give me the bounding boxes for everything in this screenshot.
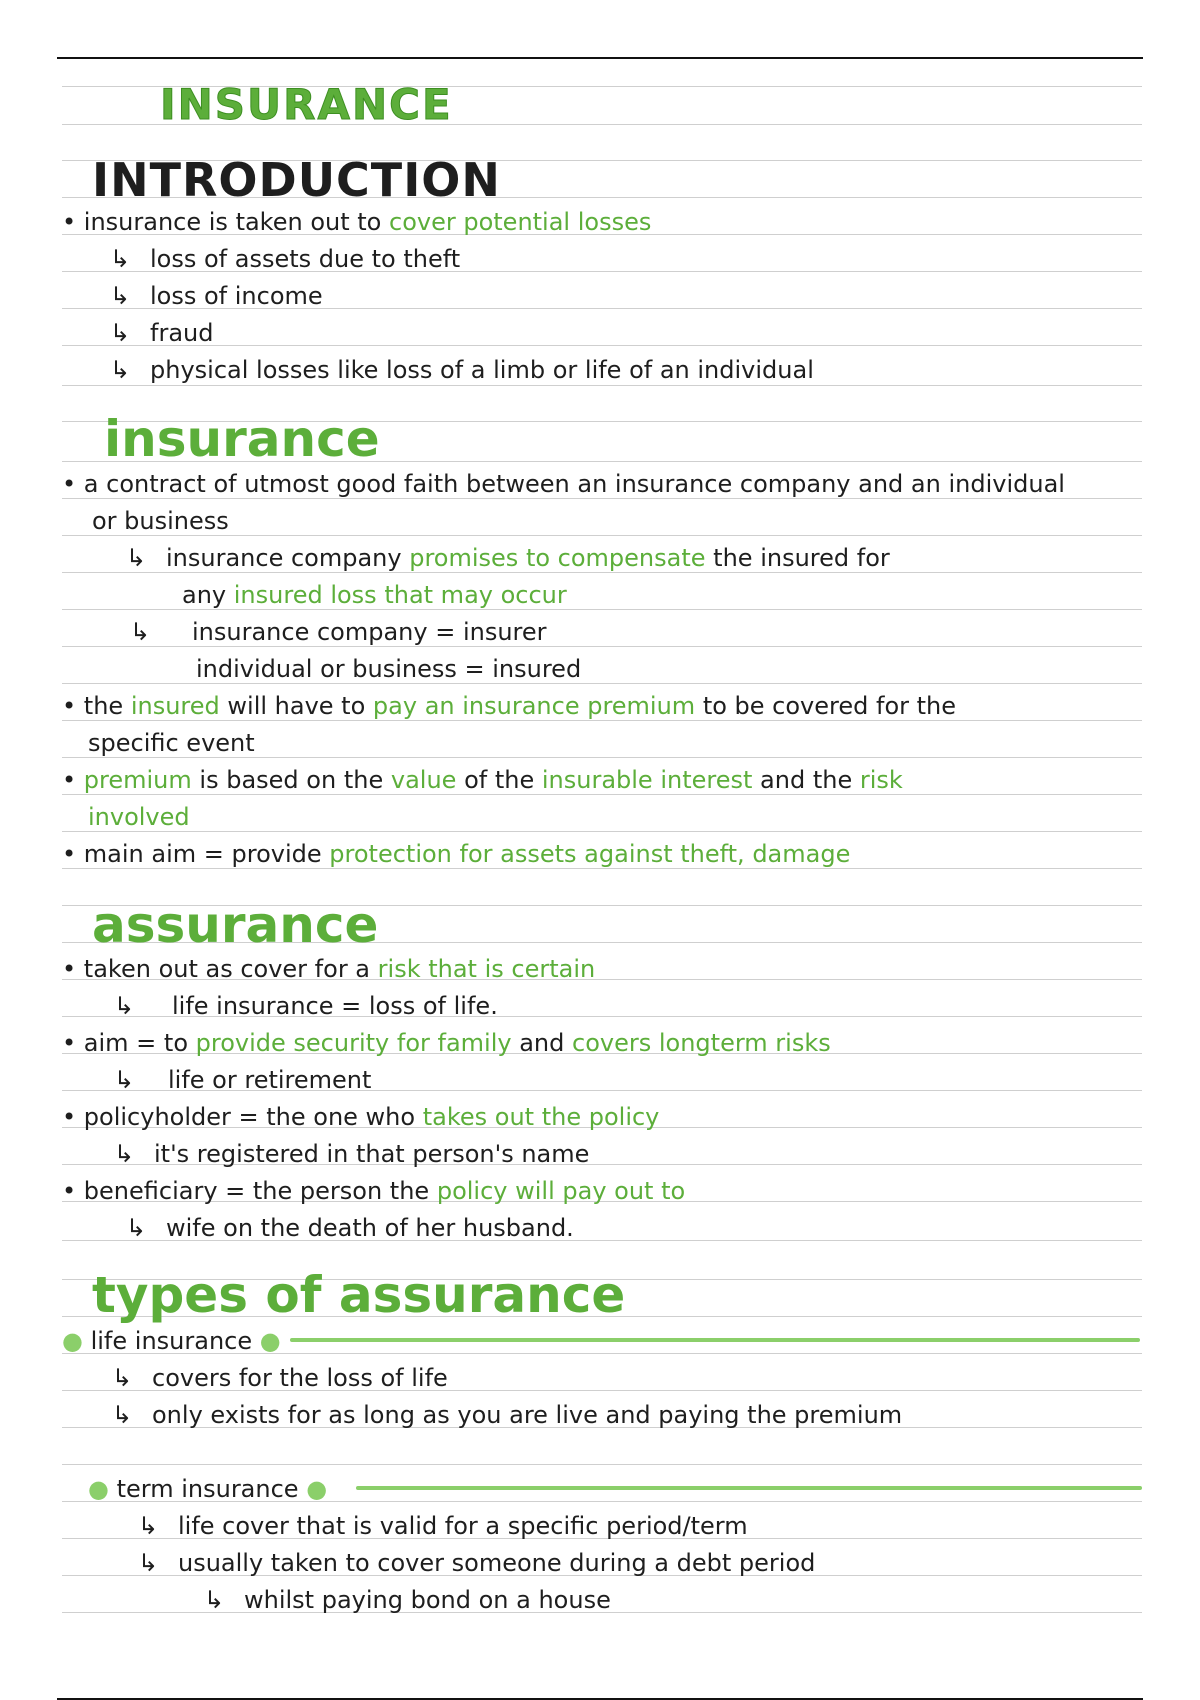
assurance-bullet-highlight: covers longterm risks <box>572 1029 831 1057</box>
life-sub-text: covers for the loss of life <box>152 1364 448 1392</box>
intro-sub-text: fraud <box>150 319 214 347</box>
assurance-bullet-highlight: takes out the policy <box>422 1103 660 1131</box>
bullet-glyph: • <box>62 766 77 794</box>
ruled-line <box>62 757 1142 758</box>
dot-icon: ● <box>88 1475 109 1503</box>
arrow-icon: ↳ <box>110 319 131 347</box>
assurance-sub-text: wife on the death of her husband. <box>166 1214 574 1242</box>
assurance-bullet-text: beneficiary = the person the <box>83 1177 430 1205</box>
term-sub-text: usually taken to cover someone during a debt period <box>178 1549 816 1577</box>
insurance-bullet-text: of the <box>464 766 535 794</box>
types-heading: types of assurance <box>92 1266 626 1324</box>
assurance-bullet-text: and <box>519 1029 565 1057</box>
term-sub-1 <box>138 1512 748 1540</box>
assurance-bullet-text: aim = to <box>83 1029 189 1057</box>
intro-sub-3 <box>110 319 213 347</box>
assurance-bullet-highlight: risk that is certain <box>377 955 596 983</box>
assurance-sub-text: life or retirement <box>168 1066 372 1094</box>
intro-sub-text: loss of assets due to theft <box>150 245 461 273</box>
insurance-sub-text: insurance company <box>166 544 402 572</box>
intro-bullet <box>62 208 651 236</box>
insurance-bullet-highlight: value <box>390 766 457 794</box>
dot-icon: ● <box>306 1475 328 1503</box>
bullet-glyph: • <box>62 692 77 720</box>
assurance-bullet-highlight: policy will pay out to <box>436 1177 686 1205</box>
arrow-icon: ↳ <box>112 1364 133 1392</box>
term-sub-sub <box>204 1586 611 1614</box>
ruled-line <box>62 345 1142 346</box>
dot-icon: ● <box>259 1327 281 1355</box>
insurance-bullet-text: is based on the <box>199 766 384 794</box>
assurance-bullet-text: policyholder = the one who <box>83 1103 416 1131</box>
insurance-bullet-4 <box>62 840 850 868</box>
arrow-icon: ↳ <box>126 1214 147 1242</box>
insurance-bullet-3-cont: involved <box>88 803 190 831</box>
assurance-bullet-text: taken out as cover for a <box>83 955 371 983</box>
arrow-icon: ↳ <box>114 1140 135 1168</box>
insurance-heading: insurance <box>104 410 380 468</box>
divider-bar <box>290 1338 1140 1342</box>
ruled-line <box>62 535 1142 536</box>
top-rule <box>57 57 1143 59</box>
intro-heading: INTRODUCTION <box>92 153 501 207</box>
insurance-bullet-highlight: risk <box>859 766 903 794</box>
bullet-glyph: • <box>62 1177 77 1205</box>
page-title: INSURANCE <box>160 80 453 129</box>
bullet-glyph: • <box>62 1103 77 1131</box>
intro-sub-1 <box>110 245 460 273</box>
ruled-line <box>62 572 1142 573</box>
insurance-sub-highlight: insured loss that may occur <box>233 581 567 609</box>
insurance-sub-1-cont <box>182 581 567 609</box>
assurance-sub-4 <box>126 1214 574 1242</box>
arrow-icon: ↳ <box>112 1401 133 1429</box>
life-sub-1 <box>112 1364 448 1392</box>
arrow-icon: ↳ <box>130 618 151 646</box>
intro-sub-text: physical losses like loss of a limb or life of an individual <box>150 356 814 384</box>
insurance-bullet-text: a contract of utmost good faith between an insurance company and an individual <box>83 470 1065 498</box>
intro-bullet-text: insurance is taken out to <box>83 208 382 236</box>
insurance-bullet-text: to be covered for the <box>702 692 957 720</box>
assurance-bullet-1 <box>62 955 595 983</box>
insurance-bullet-text: will have to <box>227 692 366 720</box>
ruled-line <box>62 794 1142 795</box>
bullet-glyph: • <box>62 955 77 983</box>
insurance-bullet-highlight: protection for assets against theft, damage <box>329 840 851 868</box>
insurance-sub-2-cont: individual or business = insured <box>196 655 582 683</box>
ruled-line <box>62 498 1142 499</box>
life-insurance-heading <box>62 1327 281 1355</box>
insurance-sub-text: insurance company = insurer <box>192 618 547 646</box>
intro-bullet-highlight: cover potential losses <box>389 208 652 236</box>
ruled-line <box>62 385 1142 386</box>
bullet-glyph: • <box>62 208 77 236</box>
assurance-sub-1 <box>114 992 498 1020</box>
assurance-bullet-2 <box>62 1029 831 1057</box>
insurance-bullet-highlight: pay an insurance premium <box>372 692 696 720</box>
life-sub-2 <box>112 1401 902 1429</box>
ruled-line <box>62 868 1142 869</box>
ruled-line <box>62 831 1142 832</box>
ruled-line <box>62 646 1142 647</box>
intro-sub-text: loss of income <box>150 282 323 310</box>
arrow-icon: ↳ <box>138 1549 159 1577</box>
life-sub-text: only exists for as long as you are live and paying the premium <box>152 1401 903 1429</box>
assurance-sub-2 <box>114 1066 371 1094</box>
insurance-sub-1 <box>126 544 890 572</box>
life-insurance-label: life insurance <box>90 1327 253 1355</box>
assurance-sub-text: life insurance = loss of life. <box>172 992 498 1020</box>
assurance-heading: assurance <box>92 896 379 954</box>
insurance-bullet-3 <box>62 766 903 794</box>
divider-bar <box>356 1486 1142 1490</box>
insurance-bullet-1-cont: or business <box>92 507 229 535</box>
ruled-line <box>62 1464 1142 1465</box>
arrow-icon: ↳ <box>126 544 147 572</box>
insurance-bullet-1 <box>62 470 1065 498</box>
term-insurance-label: term insurance <box>116 1475 299 1503</box>
assurance-bullet-3 <box>62 1103 659 1131</box>
insurance-bullet-highlight: insured <box>130 692 220 720</box>
dot-icon: ● <box>62 1327 83 1355</box>
insurance-sub-text: the insured for <box>713 544 890 572</box>
term-sub-text: whilst paying bond on a house <box>244 1586 611 1614</box>
insurance-sub-text: any <box>182 581 227 609</box>
insurance-bullet-highlight: premium <box>83 766 192 794</box>
insurance-bullet-2 <box>62 692 956 720</box>
insurance-sub-highlight: promises to compensate <box>409 544 706 572</box>
arrow-icon: ↳ <box>110 356 131 384</box>
ruled-line <box>62 683 1142 684</box>
ruled-line <box>62 720 1142 721</box>
insurance-bullet-text: main aim = provide <box>83 840 322 868</box>
intro-sub-2 <box>110 282 323 310</box>
arrow-icon: ↳ <box>204 1586 225 1614</box>
insurance-bullet-text: the <box>83 692 124 720</box>
arrow-icon: ↳ <box>110 245 131 273</box>
term-sub-2 <box>138 1549 815 1577</box>
insurance-bullet-2-cont: specific event <box>88 729 255 757</box>
arrow-icon: ↳ <box>114 992 135 1020</box>
insurance-bullet-highlight: insurable interest <box>541 766 753 794</box>
bullet-glyph: • <box>62 470 77 498</box>
arrow-icon: ↳ <box>110 282 131 310</box>
term-insurance-heading <box>88 1475 327 1503</box>
ruled-line <box>62 609 1142 610</box>
insurance-bullet-text: and the <box>760 766 853 794</box>
bullet-glyph: • <box>62 1029 77 1057</box>
intro-sub-4 <box>110 356 814 384</box>
assurance-sub-3 <box>114 1140 589 1168</box>
insurance-sub-2 <box>130 618 547 646</box>
assurance-bullet-highlight: provide security for family <box>195 1029 512 1057</box>
arrow-icon: ↳ <box>138 1512 159 1540</box>
arrow-icon: ↳ <box>114 1066 135 1094</box>
assurance-sub-text: it's registered in that person's name <box>154 1140 590 1168</box>
term-sub-text: life cover that is valid for a specific period/term <box>178 1512 748 1540</box>
assurance-bullet-4 <box>62 1177 685 1205</box>
bullet-glyph: • <box>62 840 77 868</box>
